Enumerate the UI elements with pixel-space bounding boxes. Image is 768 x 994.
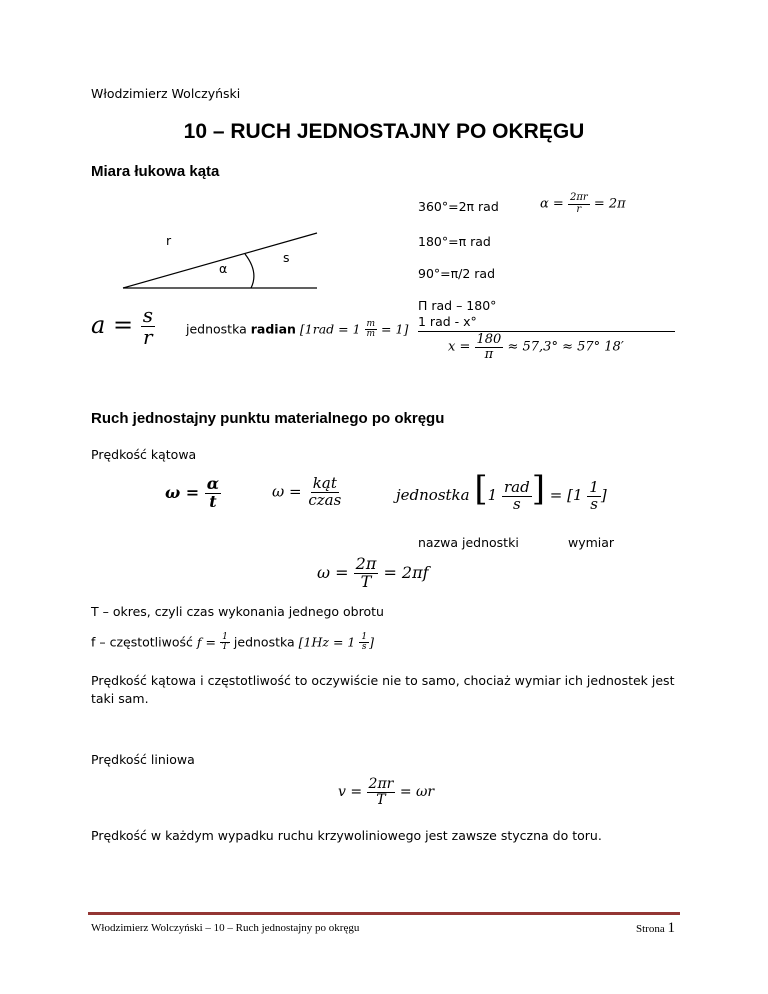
v-den: T <box>376 791 386 808</box>
unit-radian-word: radian <box>250 321 296 337</box>
freq-unit-formula: [1Hz = 1 <box>298 634 356 650</box>
unit-word: jednostka <box>396 486 470 504</box>
freq-num: 1 <box>222 632 228 642</box>
linear-velocity-formula <box>338 777 434 807</box>
omega-alpha-t-formula <box>165 476 221 511</box>
v-lhs: v = <box>338 784 363 801</box>
remark-paragraph: Prędkość kątowa i częstotliwość to oczywiście nie to samo, chociaż wymiar ich jednostek jest taki sam. <box>91 673 675 706</box>
diagram-label-s: s <box>283 250 290 265</box>
unit-frac-den: m <box>366 329 376 340</box>
linear-velocity-label: Prędkość liniowa <box>91 752 195 767</box>
angular-velocity-label: Prędkość kątowa <box>91 447 197 462</box>
proportion-rule <box>418 331 675 332</box>
section-heading-arc-measure: Miara łukowa kąta <box>91 163 220 180</box>
proportion-line-1: Π rad – 180° <box>418 298 497 313</box>
v-rhs: = ωr <box>399 784 435 801</box>
alpha-lhs: α = <box>540 196 564 212</box>
unit-b2-prefix: [1 <box>567 486 583 504</box>
x-formula <box>448 333 624 361</box>
tangent-note: Prędkość w każdym wypadku ruchu krzywoliniowego jest zawsze styczna do toru. <box>91 828 602 843</box>
unit-b2-den: s <box>590 494 598 513</box>
diagram-label-alpha: α <box>219 261 228 276</box>
unit-frac-num: m <box>366 319 376 329</box>
conversion-180: 180°=π rad <box>418 234 491 249</box>
freq-unit-den: s <box>361 642 367 653</box>
formula-lhs: a = <box>91 311 134 339</box>
x-rhs: ≈ 57,3° ≈ 57° 18′ <box>507 339 624 355</box>
bracket-close-icon: ] <box>531 469 545 509</box>
omega-bold-lhs: ω = <box>165 482 200 502</box>
conversion-360: 360°=2π rad <box>418 199 499 214</box>
omega-period-den: T <box>360 571 372 591</box>
omega-words-num: kąt <box>312 474 337 492</box>
unit-formula-end: = 1] <box>381 321 409 337</box>
unit-b1-num: rad <box>503 477 530 496</box>
unit-formula: [1rad = 1 <box>299 321 361 337</box>
footer-text: Włodzimierz Wolczyński – 10 – Ruch jednostajny po okręgu <box>91 922 360 934</box>
page-header-author: Włodzimierz Wolczyński <box>91 86 241 101</box>
arc-measure-formula <box>91 305 155 348</box>
freq-unit-num: 1 <box>361 632 368 642</box>
alpha-num: 2πr <box>569 192 588 203</box>
omega-period-lhs: ω = <box>317 562 349 582</box>
omega-period-formula <box>317 556 429 591</box>
period-definition: T – okres, czyli czas wykonania jednego obrotu <box>91 604 384 619</box>
bracket-open-icon: [ <box>474 469 488 509</box>
omega-words-lhs: ω = <box>272 482 302 501</box>
formula-numerator: s <box>142 303 153 327</box>
unit-b1-den: s <box>512 494 521 513</box>
unit-b2-num: 1 <box>589 477 599 496</box>
proportion-line-2: 1 rad - x° <box>418 314 477 329</box>
omega-words-formula <box>272 476 343 509</box>
page-title: 10 – RUCH JEDNOSTAJNY PO OKRĘGU <box>183 120 585 143</box>
unit-name-label: nazwa jednostki <box>418 535 519 550</box>
alpha-den: r <box>576 203 582 215</box>
omega-words-den: czas <box>308 490 342 509</box>
unit-b1-prefix: 1 <box>487 486 498 504</box>
freq-den: T <box>221 642 228 653</box>
conversion-90: 90°=π/2 rad <box>418 266 496 281</box>
section-heading-uniform-motion: Ruch jednostajny punktu materialnego po okręgu <box>91 410 445 427</box>
omega-bold-num: α <box>206 474 220 493</box>
footer-page <box>636 920 675 937</box>
omega-bold-den: t <box>209 491 217 511</box>
freq-text: f – częstotliwość <box>91 634 197 650</box>
unit-text: jednostka <box>186 321 251 337</box>
arc-line <box>245 254 254 288</box>
freq-unit-end: ] <box>369 634 374 650</box>
radian-unit-line <box>186 320 408 340</box>
v-num: 2πr <box>368 776 394 792</box>
frequency-definition <box>91 633 374 653</box>
footer-page-label: Strona <box>636 923 665 935</box>
alpha-formula <box>540 193 626 215</box>
x-num: 180 <box>476 332 502 347</box>
diagram-label-r: r <box>166 233 172 248</box>
omega-period-rhs: = 2πf <box>383 562 429 582</box>
freq-lhs: f = <box>196 634 216 650</box>
omega-period-num: 2π <box>355 554 377 573</box>
x-den: π <box>484 346 494 362</box>
x-lhs: x = <box>448 339 471 355</box>
footer-rule <box>88 912 680 915</box>
freq-unit-text: jednostka <box>229 634 299 650</box>
unit-b2-suffix: ] <box>600 486 607 504</box>
angular-velocity-unit <box>396 469 607 513</box>
alpha-rhs: = 2π <box>593 196 626 212</box>
dimension-label: wymiar <box>568 535 615 550</box>
unit-eq: = <box>549 486 563 504</box>
footer-page-number: 1 <box>667 920 675 936</box>
formula-denominator: r <box>143 325 153 349</box>
